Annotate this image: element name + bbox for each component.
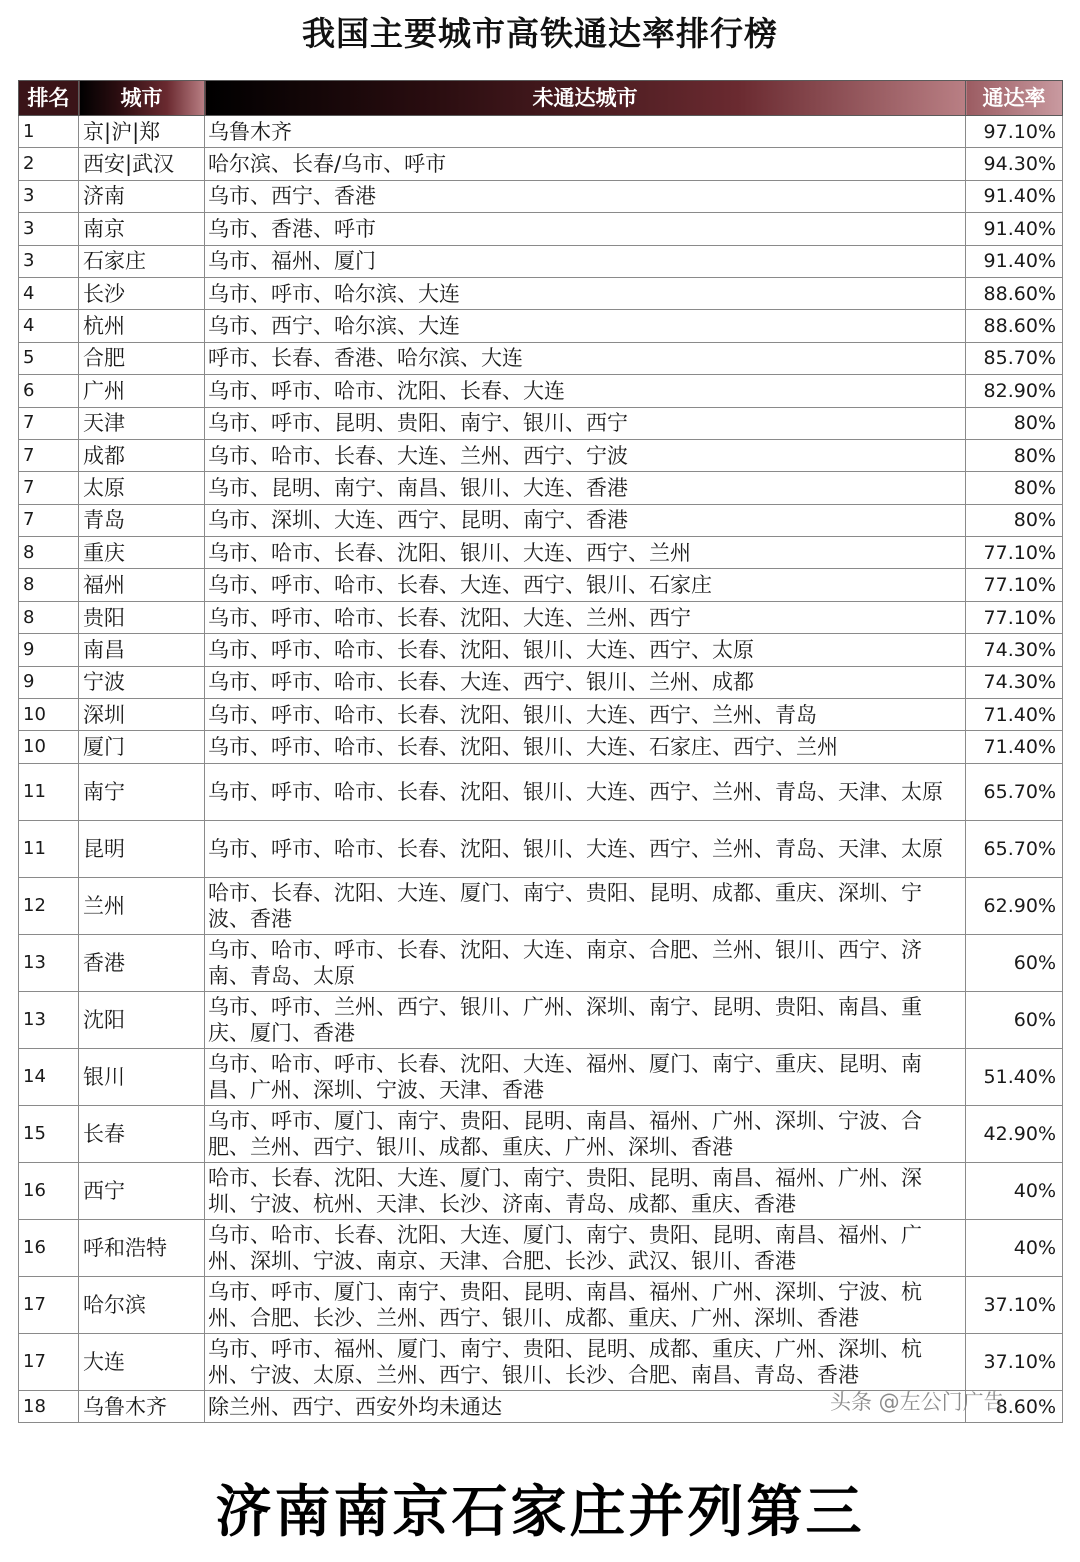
table-row — [19, 116, 1063, 148]
rank-cell: 3 — [19, 180, 79, 212]
rate-cell: 42.90% — [966, 1105, 1063, 1162]
rate-cell: 88.60% — [966, 277, 1063, 309]
rate-cell: 37.10% — [966, 1333, 1063, 1390]
city-cell: 银川 — [79, 1048, 205, 1105]
table-row — [19, 699, 1063, 731]
table-row — [19, 1276, 1063, 1333]
rate-cell: 80% — [966, 504, 1063, 536]
unreached-cell: 乌鲁木齐 — [205, 116, 966, 148]
unreached-cell: 乌市、昆明、南宁、南昌、银川、大连、香港 — [205, 472, 966, 504]
rank-cell: 7 — [19, 504, 79, 536]
table-row — [19, 245, 1063, 277]
table-row — [19, 634, 1063, 666]
city-cell: 长沙 — [79, 277, 205, 309]
unreached-cell: 哈市、长春、沈阳、大连、厦门、南宁、贵阳、昆明、成都、重庆、深圳、宁波、香港 — [205, 877, 966, 934]
rate-cell: 85.70% — [966, 342, 1063, 374]
table-row — [19, 375, 1063, 407]
unreached-cell: 乌市、哈市、长春、沈阳、银川、大连、西宁、兰州 — [205, 537, 966, 569]
rate-cell: 65.70% — [966, 763, 1063, 820]
header-city: 城市 — [79, 81, 205, 116]
rate-cell: 71.40% — [966, 699, 1063, 731]
city-cell: 昆明 — [79, 820, 205, 877]
unreached-cell: 除兰州、西宁、西安外均未通达 — [205, 1390, 966, 1422]
ranking-table — [18, 80, 1063, 1423]
rank-cell: 8 — [19, 569, 79, 601]
unreached-cell: 乌市、呼市、厦门、南宁、贵阳、昆明、南昌、福州、广州、深圳、宁波、杭州、合肥、长沙、兰州、西宁、银川、成都、重庆、广州、深圳、香港 — [205, 1276, 966, 1333]
rank-cell: 3 — [19, 245, 79, 277]
rank-cell: 3 — [19, 213, 79, 245]
table-row — [19, 213, 1063, 245]
rate-cell: 60% — [966, 934, 1063, 991]
table-row — [19, 1219, 1063, 1276]
city-cell: 贵阳 — [79, 601, 205, 633]
unreached-cell: 乌市、呼市、哈市、长春、沈阳、银川、大连、西宁、兰州、青岛、天津、太原 — [205, 763, 966, 820]
unreached-cell: 乌市、西宁、哈尔滨、大连 — [205, 310, 966, 342]
rate-cell: 80% — [966, 407, 1063, 439]
unreached-cell: 乌市、呼市、昆明、贵阳、南宁、银川、西宁 — [205, 407, 966, 439]
table-header-row — [19, 81, 1063, 116]
table-row — [19, 342, 1063, 374]
city-cell: 济南 — [79, 180, 205, 212]
rank-cell: 8 — [19, 601, 79, 633]
rank-cell: 4 — [19, 310, 79, 342]
rate-cell: 80% — [966, 439, 1063, 471]
city-cell: 深圳 — [79, 699, 205, 731]
city-cell: 长春 — [79, 1105, 205, 1162]
rate-cell: 97.10% — [966, 116, 1063, 148]
table-row — [19, 763, 1063, 820]
rate-cell: 65.70% — [966, 820, 1063, 877]
city-cell: 厦门 — [79, 731, 205, 763]
rank-cell: 7 — [19, 407, 79, 439]
rate-cell: 37.10% — [966, 1276, 1063, 1333]
city-cell: 成都 — [79, 439, 205, 471]
rank-cell: 8 — [19, 537, 79, 569]
table-row — [19, 504, 1063, 536]
city-cell: 南昌 — [79, 634, 205, 666]
unreached-cell: 哈尔滨、长春/乌市、呼市 — [205, 148, 966, 180]
rank-cell: 9 — [19, 634, 79, 666]
city-cell: 杭州 — [79, 310, 205, 342]
city-cell: 广州 — [79, 375, 205, 407]
table-row — [19, 1162, 1063, 1219]
rate-cell: 91.40% — [966, 213, 1063, 245]
rate-cell: 91.40% — [966, 245, 1063, 277]
unreached-cell: 乌市、哈市、呼市、长春、沈阳、大连、南京、合肥、兰州、银川、西宁、济南、青岛、太原 — [205, 934, 966, 991]
rank-cell: 10 — [19, 699, 79, 731]
rank-cell: 9 — [19, 666, 79, 698]
city-cell: 合肥 — [79, 342, 205, 374]
city-cell: 沈阳 — [79, 991, 205, 1048]
rank-cell: 1 — [19, 116, 79, 148]
rank-cell: 16 — [19, 1219, 79, 1276]
rank-cell: 13 — [19, 991, 79, 1048]
unreached-cell: 乌市、呼市、哈市、长春、沈阳、银川、大连、西宁、兰州、青岛 — [205, 699, 966, 731]
unreached-cell: 乌市、福州、厦门 — [205, 245, 966, 277]
table-row — [19, 666, 1063, 698]
rate-cell: 88.60% — [966, 310, 1063, 342]
unreached-cell: 乌市、呼市、哈市、长春、大连、西宁、银川、石家庄 — [205, 569, 966, 601]
rank-cell: 17 — [19, 1276, 79, 1333]
table-row — [19, 439, 1063, 471]
rank-cell: 4 — [19, 277, 79, 309]
rank-cell: 17 — [19, 1333, 79, 1390]
city-cell: 太原 — [79, 472, 205, 504]
rank-cell: 11 — [19, 820, 79, 877]
rank-cell: 7 — [19, 439, 79, 471]
page-title: 我国主要城市高铁通达率排行榜 — [302, 14, 778, 53]
header-rank: 排名 — [19, 81, 79, 116]
unreached-cell: 乌市、呼市、哈尔滨、大连 — [205, 277, 966, 309]
city-cell: 天津 — [79, 407, 205, 439]
footer-caption: 济南南京石家庄并列第三 — [215, 1479, 865, 1545]
city-cell: 福州 — [79, 569, 205, 601]
city-cell: 京|沪|郑 — [79, 116, 205, 148]
rate-cell: 74.30% — [966, 634, 1063, 666]
unreached-cell: 乌市、呼市、哈市、沈阳、长春、大连 — [205, 375, 966, 407]
unreached-cell: 乌市、呼市、兰州、西宁、银川、广州、深圳、南宁、昆明、贵阳、南昌、重庆、厦门、香港 — [205, 991, 966, 1048]
rank-cell: 14 — [19, 1048, 79, 1105]
rate-cell: 80% — [966, 472, 1063, 504]
city-cell: 兰州 — [79, 877, 205, 934]
table-row — [19, 277, 1063, 309]
city-cell: 宁波 — [79, 666, 205, 698]
table-row — [19, 1105, 1063, 1162]
unreached-cell: 乌市、呼市、福州、厦门、南宁、贵阳、昆明、成都、重庆、广州、深圳、杭州、宁波、太原、兰州、西宁、银川、长沙、合肥、南昌、青岛、香港 — [205, 1333, 966, 1390]
table-row — [19, 877, 1063, 934]
table-row — [19, 601, 1063, 633]
rank-cell: 13 — [19, 934, 79, 991]
rate-cell: 71.40% — [966, 731, 1063, 763]
table-row — [19, 310, 1063, 342]
table-row — [19, 537, 1063, 569]
table-row — [19, 820, 1063, 877]
table-body — [19, 116, 1063, 1423]
rank-cell: 16 — [19, 1162, 79, 1219]
city-cell: 西宁 — [79, 1162, 205, 1219]
rate-cell: 74.30% — [966, 666, 1063, 698]
unreached-cell: 哈市、长春、沈阳、大连、厦门、南宁、贵阳、昆明、南昌、福州、广州、深圳、宁波、杭州、天津、长沙、济南、青岛、成都、重庆、香港 — [205, 1162, 966, 1219]
table-row — [19, 1333, 1063, 1390]
unreached-cell: 乌市、哈市、长春、大连、兰州、西宁、宁波 — [205, 439, 966, 471]
city-cell: 哈尔滨 — [79, 1276, 205, 1333]
unreached-cell: 乌市、香港、呼市 — [205, 213, 966, 245]
rank-cell: 5 — [19, 342, 79, 374]
rate-cell: 77.10% — [966, 601, 1063, 633]
city-cell: 乌鲁木齐 — [79, 1390, 205, 1422]
rank-cell: 18 — [19, 1390, 79, 1422]
rate-cell: 77.10% — [966, 569, 1063, 601]
table-row — [19, 569, 1063, 601]
unreached-cell: 乌市、呼市、哈市、长春、沈阳、银川、大连、西宁、兰州、青岛、天津、太原 — [205, 820, 966, 877]
unreached-cell: 乌市、呼市、哈市、长春、沈阳、银川、大连、石家庄、西宁、兰州 — [205, 731, 966, 763]
city-cell: 南宁 — [79, 763, 205, 820]
unreached-cell: 乌市、呼市、哈市、长春、沈阳、大连、兰州、西宁 — [205, 601, 966, 633]
table-row — [19, 1048, 1063, 1105]
unreached-cell: 乌市、哈市、呼市、长春、沈阳、大连、福州、厦门、南宁、重庆、昆明、南昌、广州、深圳、宁波、天津、香港 — [205, 1048, 966, 1105]
rank-cell: 6 — [19, 375, 79, 407]
table-row — [19, 180, 1063, 212]
rate-cell: 60% — [966, 991, 1063, 1048]
unreached-cell: 乌市、呼市、哈市、长春、大连、西宁、银川、兰州、成都 — [205, 666, 966, 698]
rank-cell: 11 — [19, 763, 79, 820]
city-cell: 大连 — [79, 1333, 205, 1390]
city-cell: 青岛 — [79, 504, 205, 536]
table-row — [19, 472, 1063, 504]
city-cell: 石家庄 — [79, 245, 205, 277]
unreached-cell: 呼市、长春、香港、哈尔滨、大连 — [205, 342, 966, 374]
table-row — [19, 991, 1063, 1048]
header-rate: 通达率 — [966, 81, 1063, 116]
rate-cell: 77.10% — [966, 537, 1063, 569]
city-cell: 香港 — [79, 934, 205, 991]
rate-cell: 8.60% — [966, 1390, 1063, 1422]
table-row — [19, 731, 1063, 763]
unreached-cell: 乌市、深圳、大连、西宁、昆明、南宁、香港 — [205, 504, 966, 536]
rate-cell: 40% — [966, 1162, 1063, 1219]
rank-cell: 7 — [19, 472, 79, 504]
header-unreached: 未通达城市 — [205, 81, 966, 116]
unreached-cell: 乌市、哈市、长春、沈阳、大连、厦门、南宁、贵阳、昆明、南昌、福州、广州、深圳、宁波、南京、天津、合肥、长沙、武汉、银川、香港 — [205, 1219, 966, 1276]
rate-cell: 82.90% — [966, 375, 1063, 407]
rate-cell: 91.40% — [966, 180, 1063, 212]
rate-cell: 51.40% — [966, 1048, 1063, 1105]
unreached-cell: 乌市、呼市、哈市、长春、沈阳、银川、大连、西宁、太原 — [205, 634, 966, 666]
table-row — [19, 934, 1063, 991]
rate-cell: 94.30% — [966, 148, 1063, 180]
table-row — [19, 407, 1063, 439]
rank-cell: 12 — [19, 877, 79, 934]
city-cell: 南京 — [79, 213, 205, 245]
rank-cell: 2 — [19, 148, 79, 180]
unreached-cell: 乌市、呼市、厦门、南宁、贵阳、昆明、南昌、福州、广州、深圳、宁波、合肥、兰州、西宁、银川、成都、重庆、广州、深圳、香港 — [205, 1105, 966, 1162]
rank-cell: 15 — [19, 1105, 79, 1162]
rate-cell: 40% — [966, 1219, 1063, 1276]
rate-cell: 62.90% — [966, 877, 1063, 934]
rank-cell: 10 — [19, 731, 79, 763]
unreached-cell: 乌市、西宁、香港 — [205, 180, 966, 212]
watermark: 头条 @左公门广告 — [830, 1390, 1005, 1414]
city-cell: 呼和浩特 — [79, 1219, 205, 1276]
table-row — [19, 148, 1063, 180]
city-cell: 重庆 — [79, 537, 205, 569]
city-cell: 西安|武汉 — [79, 148, 205, 180]
